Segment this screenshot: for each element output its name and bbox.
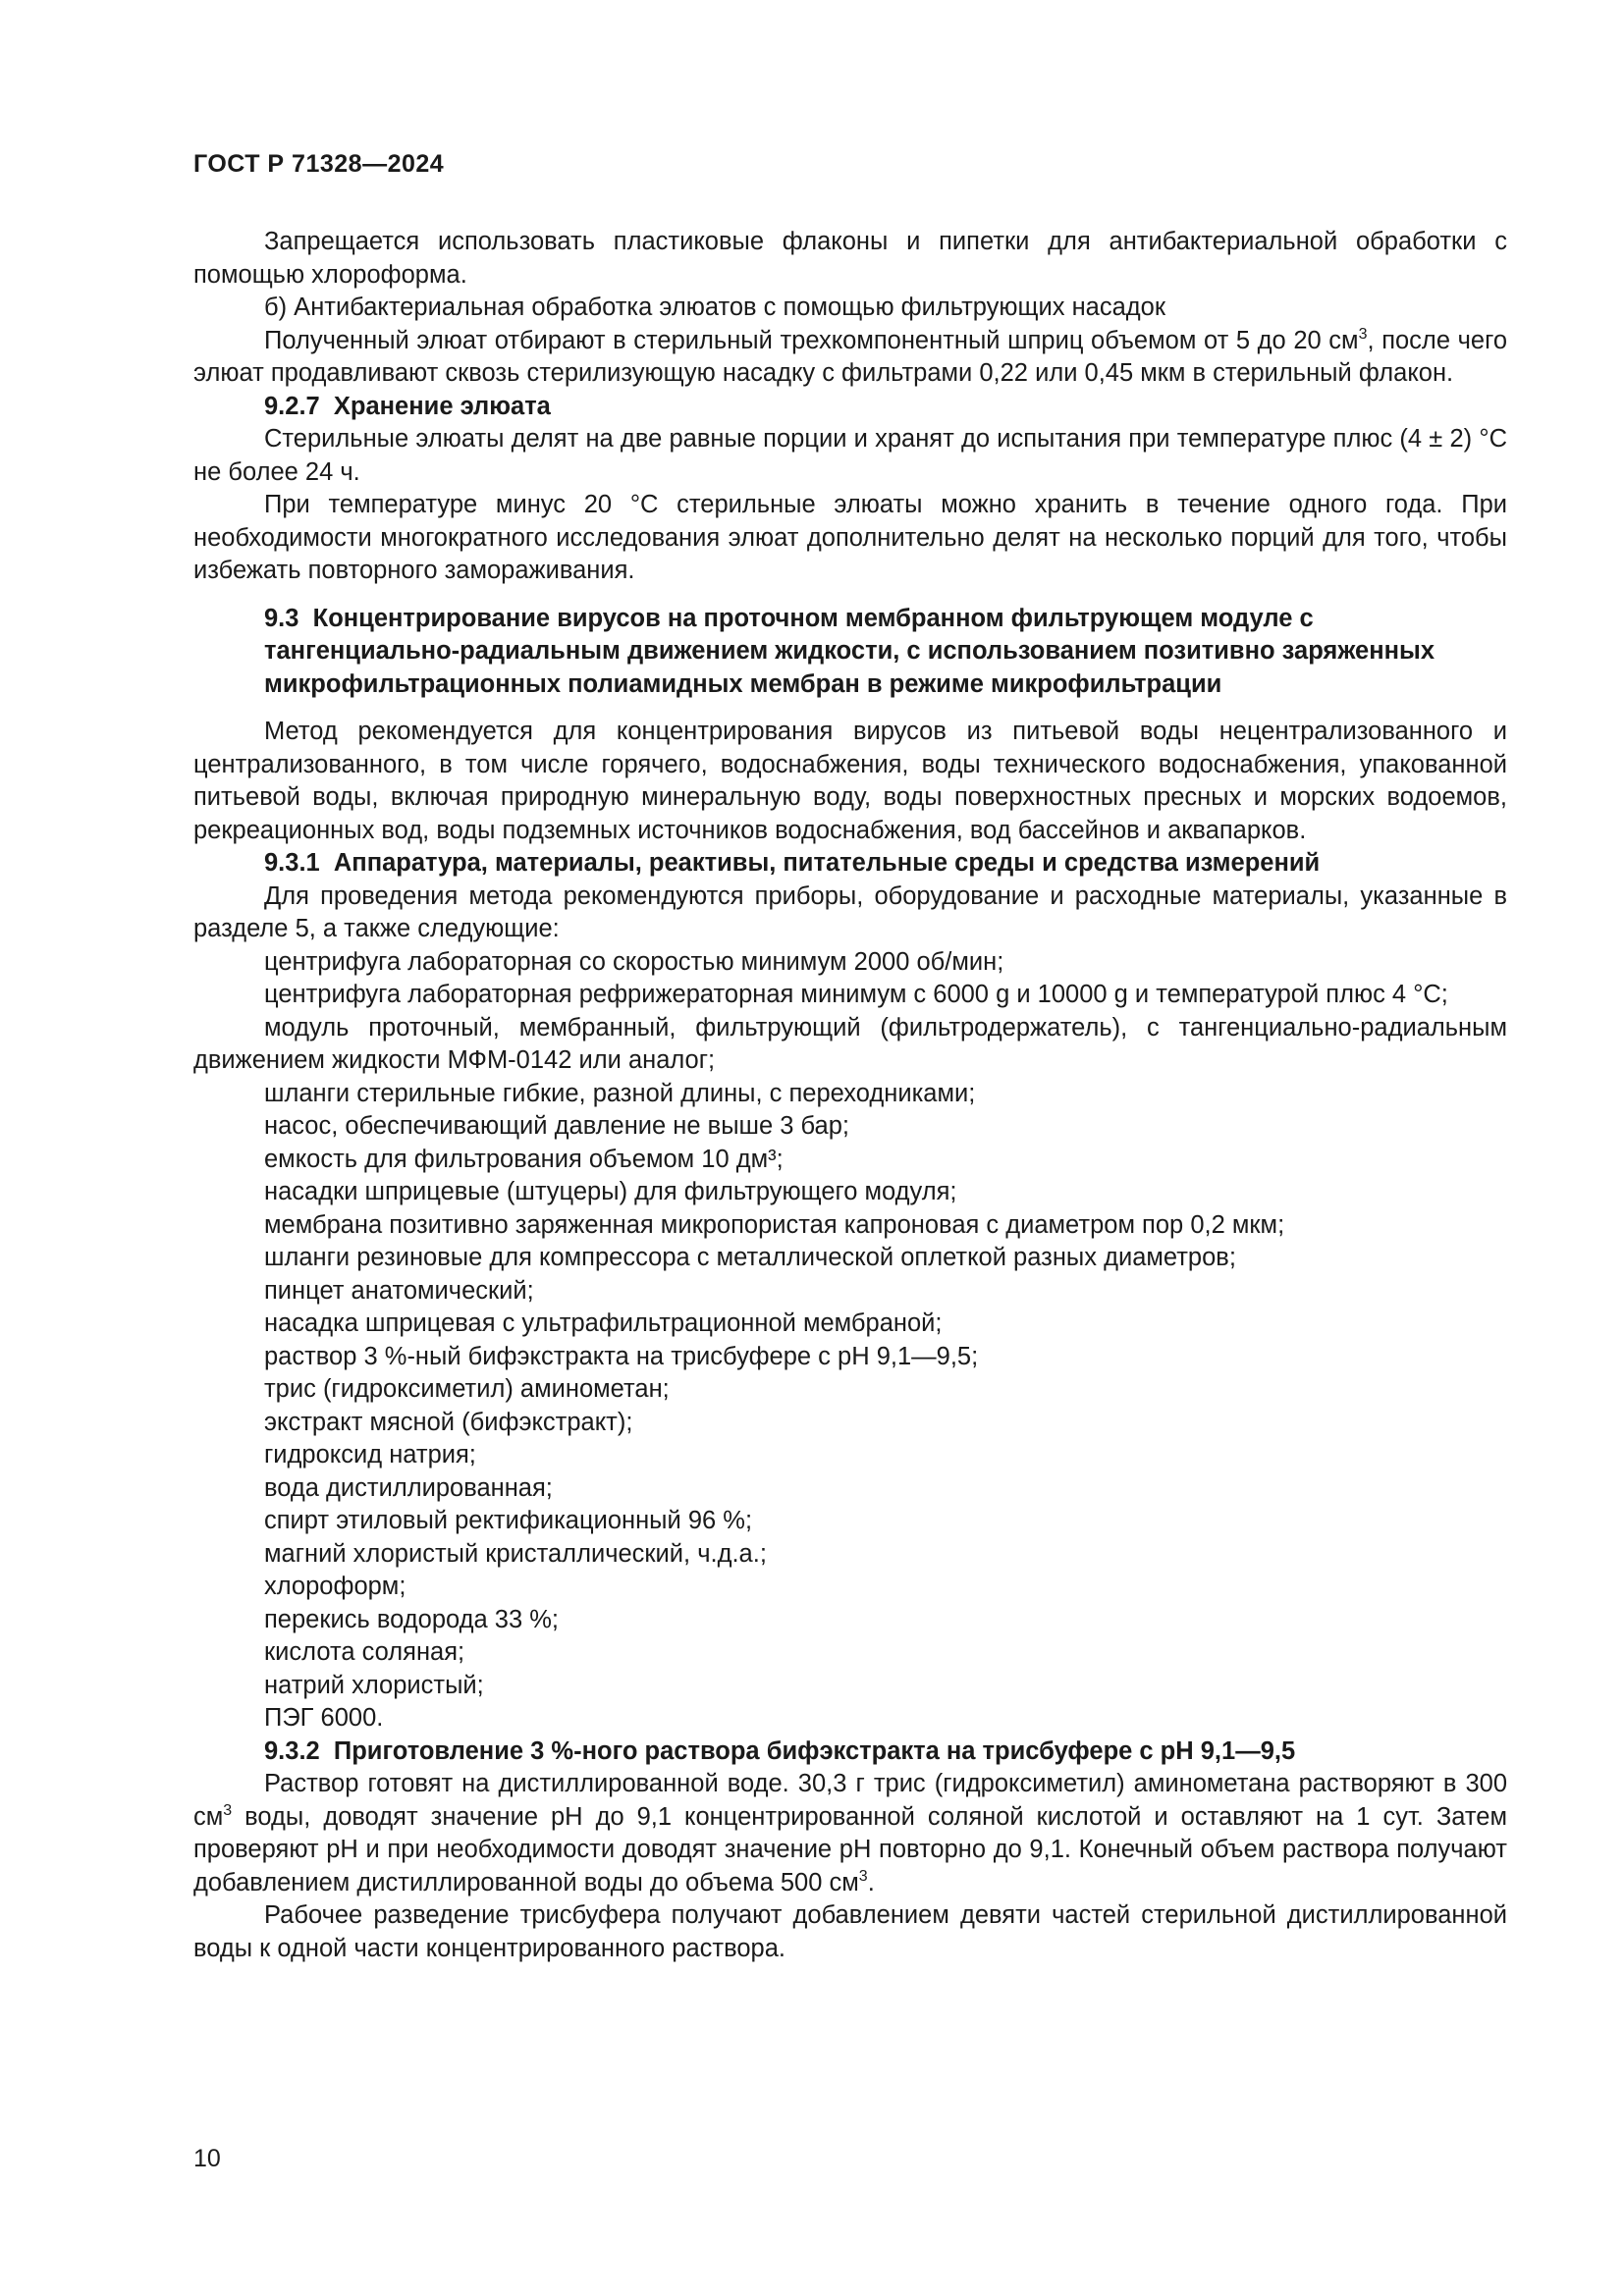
paragraph: Раствор готовят на дистиллированной воде. 30,3 г трис (гидроксиметил) аминометана растворяют в 300 $см^3$ воды, доводят значение рН до 9,1 концентрированной соляной кислотой и оставляют на 1 сут. Затем проверяют рН и при необходимости доводят значение рН повторно до 9,1. Конечный объем раствора получают добавлением дистиллированной воды до объема 500 $см^3$. [193, 1770, 1507, 1896]
list-item: вода дистиллированная; [264, 1473, 553, 1502]
equipment-list [193, 946, 1507, 1735]
list-item: пинцет анатомический; [264, 1276, 534, 1305]
subsection-heading: 9.3.2 Приготовление 3 %-ного раствора бифэкстракта на трисбуфере с рН 9,1—9,5 [264, 1736, 1296, 1765]
list-item: насадка шприцевая с ультрафильтрационной мембраной; [264, 1309, 943, 1337]
document-body [193, 226, 1507, 1965]
page-number: 10 [193, 2145, 221, 2172]
list-item: магний хлористый кристаллический, ч.д.а.; [264, 1539, 767, 1568]
list-item: емкость для фильтрования объемом 10 дм³; [264, 1145, 784, 1173]
list-item: шланги стерильные гибкие, разной длины, с переходниками; [264, 1079, 976, 1107]
document-header: ГОСТ Р 71328—2024 [193, 150, 445, 178]
paragraph: Запрещается использовать пластиковые флаконы и пипетки для антибактериальной обработки с помощью хлороформа. [193, 228, 1507, 289]
list-item: шланги резиновые для компрессора с металлической оплеткой разных диаметров; [264, 1244, 1236, 1271]
paragraph: Метод рекомендуется для концентрирования вирусов из питьевой воды нецентрализованного и централизованного, в том числе горячего, водоснабжения, воды технического водоснабжения, упакованной питьевой воды, включая природную минеральную воду, воды поверхностных пресных и морских водоемов, рекреационных вод, воды подземных источников водоснабжения, вод бассейнов и аквапарков. [193, 718, 1507, 844]
section-heading: 9.3 Концентрирование вирусов на проточном мембранном фильтрующем модуле с тангенциально-радиальным движением жидкости, с использованием позитивно заряженных микрофильтрационных полиамидных мембран в режиме микрофильтрации [264, 604, 1435, 698]
paragraph: При температуре минус 20 °С стерильные элюаты можно хранить в течение одного года. При необходимости многократного исследования элюат дополнительно делят на несколько порций для того, чтобы избежать повторного замораживания. [193, 491, 1507, 584]
list-item: ПЭГ 6000. [264, 1704, 384, 1732]
list-item: перекись водорода 33 %; [264, 1605, 559, 1633]
list-item: экстракт мясной (бифэкстракт); [264, 1408, 633, 1436]
paragraph: Полученный элюат отбирают в стерильный трехкомпонентный шприц объемом от 5 до 20 $см^3$, после чего элюат продавливают сквозь стерилизующую насадку с фильтрами 0,22 или 0,45 мкм в стерильный флакон. [193, 325, 1507, 387]
list-item: модуль проточный, мембранный, фильтрующий (фильтродержатель), с тангенциально-радиальным движением жидкости МФМ-0142 или аналог; [193, 1013, 1507, 1074]
list-item: натрий хлористый; [264, 1671, 484, 1699]
list-item: хлороформ; [264, 1573, 406, 1600]
list-item: мембрана позитивно заряженная микропористая капроновая с диаметром пор 0,2 мкм; [264, 1210, 1285, 1239]
paragraph: б) Антибактериальная обработка элюатов с помощью фильтрующих насадок [264, 294, 1165, 321]
paragraph: Рабочее разведение трисбуфера получают добавлением девяти частей стерильной дистиллированной воды к одной части концентрированного раствора. [193, 1901, 1507, 1962]
list-item: трис (гидроксиметил) аминометан; [264, 1375, 670, 1403]
list-item: спирт этиловый ректификационный 96 %; [264, 1507, 753, 1534]
paragraph: Для проведения метода рекомендуются приборы, оборудование и расходные материалы, указанные в разделе 5, а также следующие: [193, 881, 1507, 942]
subsection-heading: 9.3.1 Аппаратура, материалы, реактивы, питательные среды и средства измерений [264, 849, 1321, 877]
list-item: центрифуга лабораторная рефрижераторная минимум с 6000 g и 10000 g и температурой плюс 4 °С; [264, 981, 1448, 1008]
list-item: кислота соляная; [264, 1638, 465, 1666]
list-item: гидроксид натрия; [264, 1441, 476, 1468]
paragraph: Стерильные элюаты делят на две равные порции и хранят до испытания при температуре плюс (4 ± 2) °С не более 24 ч. [193, 425, 1507, 486]
list-item: центрифуга лабораторная со скоростью минимум 2000 об/мин; [264, 947, 1004, 976]
subsection-heading: 9.2.7 Хранение элюата [264, 392, 551, 420]
list-item: раствор 3 %-ный бифэкстракта на трисбуфере с рН 9,1—9,5; [264, 1342, 979, 1370]
list-item: насос, обеспечивающий давление не выше 3 бар; [264, 1112, 849, 1140]
list-item: насадки шприцевые (штуцеры) для фильтрующего модуля; [264, 1178, 957, 1205]
